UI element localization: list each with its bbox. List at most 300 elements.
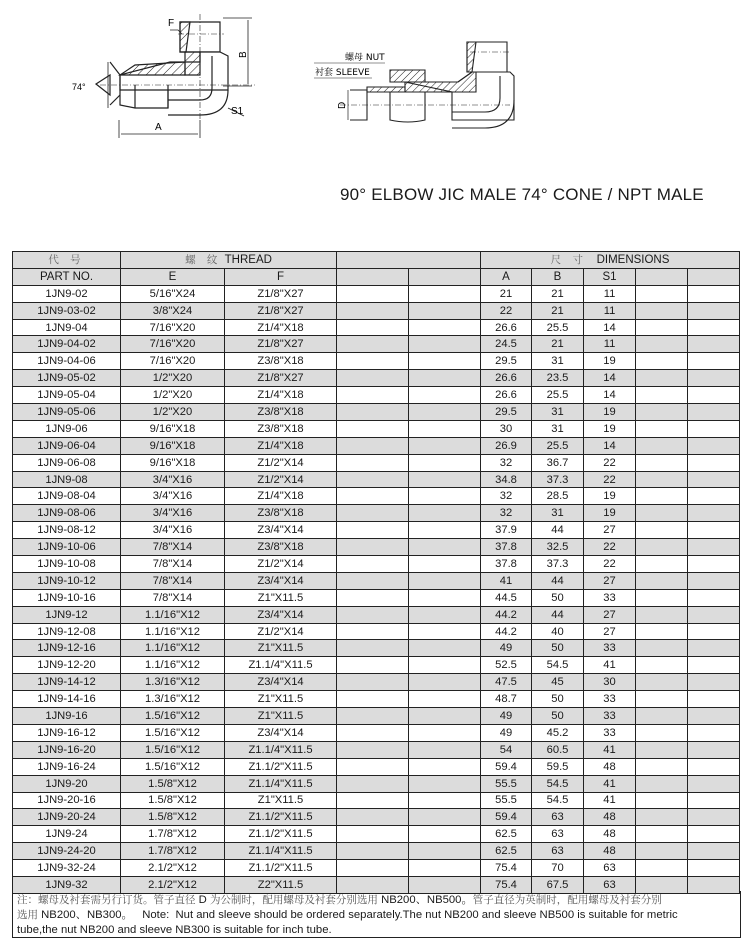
table-row [13,843,740,860]
thread-e-cell: 1/2"X20 [121,387,225,404]
dim-s1-cell: 33 [584,589,636,606]
dim-s1-cell: 11 [584,336,636,353]
part-no-cell: 1JN9-20-16 [13,792,121,809]
blank-cell [636,724,688,741]
thread-f-cell: Z3/4"X14 [225,674,337,691]
thread-f-cell: Z1.1/2"X11.5 [225,758,337,775]
dim-b-cell: 54.5 [532,792,584,809]
blank-col [337,268,409,285]
blank-cell [337,336,409,353]
blank-cell [409,505,481,522]
table-row [13,336,740,353]
blank-cell [409,843,481,860]
thread-f-cell: Z1/8"X27 [225,370,337,387]
dim-a-cell: 52.5 [481,657,532,674]
dim-a-cell: 24.5 [481,336,532,353]
dim-b-cell: 50 [532,589,584,606]
part-no-cell: 1JN9-12-16 [13,640,121,657]
table-row [13,404,740,421]
dim-a-cell: 29.5 [481,404,532,421]
blank-cell [337,758,409,775]
blank-cell [636,387,688,404]
blank-cell [409,809,481,826]
part-no-cell: 1JN9-06-04 [13,437,121,454]
dim-s1-cell: 22 [584,556,636,573]
dim-a-cell: 48.7 [481,691,532,708]
dim-s1-cell: 63 [584,876,636,893]
blank-cell [337,471,409,488]
blank-cell [409,860,481,877]
blank-cell [337,505,409,522]
blank-cell [636,691,688,708]
thread-e-cell: 7/16"X20 [121,336,225,353]
dim-s1-cell: 19 [584,488,636,505]
thread-e-cell: 1.1/16"X12 [121,657,225,674]
dim-b-cell: 50 [532,640,584,657]
blank-cell [337,724,409,741]
blank-cell [688,488,740,505]
dim-b-cell: 44 [532,606,584,623]
dim-a-cell: 47.5 [481,674,532,691]
thread-f-cell: Z1.1/2"X11.5 [225,860,337,877]
part-no-cell: 1JN9-10-12 [13,572,121,589]
blank-cell [688,623,740,640]
dim-b-cell: 31 [532,404,584,421]
blank-cell [688,741,740,758]
thread-f-cell: Z1/4"X18 [225,387,337,404]
blank-cell [688,826,740,843]
part-no-cell: 1JN9-08-04 [13,488,121,505]
dim-b-cell: 36.7 [532,454,584,471]
label-sleeve: 衬套 SLEEVE [315,68,370,78]
dim-s1-cell: 19 [584,404,636,421]
thread-e-cell: 1.5/16"X12 [121,758,225,775]
part-no-cell: 1JN9-16-20 [13,741,121,758]
nut-sleeve-assembly-drawing [300,20,560,150]
blank-cell [409,674,481,691]
table-row [13,657,740,674]
part-no-cell: 1JN9-06 [13,420,121,437]
dim-s1-cell: 41 [584,775,636,792]
thread-e-cell: 9/16"X18 [121,437,225,454]
spec-table [12,251,740,894]
blank-cell [688,589,740,606]
dim-a-cell: 26.6 [481,370,532,387]
thread-e-cell: 9/16"X18 [121,420,225,437]
part-no-cell: 1JN9-10-16 [13,589,121,606]
blank-cell [636,420,688,437]
blank-cell [409,488,481,505]
blank-cell [688,860,740,877]
blank-cell [409,420,481,437]
label-nut: 螺母 NUT [345,53,385,63]
dim-a-cell: 55.5 [481,775,532,792]
dim-a-cell: 54 [481,741,532,758]
blank-header [337,252,481,269]
blank-cell [636,708,688,725]
blank-cell [409,336,481,353]
table-row [13,860,740,877]
dim-b-cell: 25.5 [532,387,584,404]
dim-a-cell: 41 [481,572,532,589]
blank-cell [636,809,688,826]
blank-cell [636,319,688,336]
thread-f-cell: Z1/8"X27 [225,285,337,302]
thread-e-cell: 1.7/8"X12 [121,826,225,843]
blank-cell [409,370,481,387]
thread-f-cell: Z1.1/4"X11.5 [225,741,337,758]
thread-e-cell: 1/2"X20 [121,370,225,387]
blank-cell [688,404,740,421]
dim-s1-cell: 11 [584,285,636,302]
dim-a-cell: 26.6 [481,387,532,404]
dim-a-cell: 37.8 [481,556,532,573]
blank-cell [688,724,740,741]
part-no-cell: 1JN9-08-12 [13,522,121,539]
blank-cell [409,623,481,640]
dim-b-cell: 31 [532,420,584,437]
blank-cell [409,387,481,404]
thread-f-cell: Z1"X11.5 [225,708,337,725]
thread-f-cell: Z3/4"X14 [225,572,337,589]
blank-cell [337,860,409,877]
part-no-cell: 1JN9-10-08 [13,556,121,573]
table-row [13,792,740,809]
dim-b-cell: 63 [532,809,584,826]
thread-e-cell: 1.5/16"X12 [121,724,225,741]
header-row-2 [13,268,740,285]
dim-s1-cell: 22 [584,471,636,488]
dim-b-cell: 25.5 [532,437,584,454]
blank-cell [337,657,409,674]
dim-a-cell: 21 [481,285,532,302]
dim-a-cell: 32 [481,488,532,505]
table-row [13,724,740,741]
part-no-cell: 1JN9-16-12 [13,724,121,741]
dim-a-cell: 37.8 [481,539,532,556]
table-row [13,674,740,691]
dim-s1-cell: 22 [584,539,636,556]
thread-e-cell: 1.7/8"X12 [121,843,225,860]
blank-cell [337,640,409,657]
thread-e-cell: 1.1/16"X12 [121,623,225,640]
thread-header: 螺 纹 THREAD [121,252,337,269]
dim-s1-cell: 11 [584,302,636,319]
blank-cell [688,708,740,725]
thread-e-cell: 1.3/16"X12 [121,691,225,708]
dim-a-cell: 34.8 [481,471,532,488]
blank-cell [636,640,688,657]
table-row [13,556,740,573]
thread-f-cell: Z3/4"X14 [225,606,337,623]
thread-f-cell: Z3/8"X18 [225,420,337,437]
thread-f-cell: Z1"X11.5 [225,589,337,606]
part-no-cell: 1JN9-05-06 [13,404,121,421]
dim-s1-cell: 27 [584,623,636,640]
table-row [13,302,740,319]
blank-cell [636,404,688,421]
blank-cell [636,792,688,809]
blank-cell [409,826,481,843]
blank-cell [337,437,409,454]
blank-cell [337,843,409,860]
thread-f-cell: Z1.1/2"X11.5 [225,809,337,826]
label-angle: 74° [72,82,86,92]
dim-a-cell: 75.4 [481,876,532,893]
thread-f-cell: Z1"X11.5 [225,691,337,708]
blank-cell [688,657,740,674]
blank-cell [688,556,740,573]
blank-cell [636,606,688,623]
dim-b-cell: 37.3 [532,556,584,573]
dim-s1-cell: 48 [584,758,636,775]
part-no-cell: 1JN9-24-20 [13,843,121,860]
blank-cell [337,556,409,573]
table-row [13,437,740,454]
blank-cell [636,505,688,522]
blank-cell [688,387,740,404]
thread-f-cell: Z1/4"X18 [225,319,337,336]
part-no-cell: 1JN9-24 [13,826,121,843]
part-no-cell: 1JN9-03-02 [13,302,121,319]
blank-cell [409,691,481,708]
table-row [13,454,740,471]
dim-s1-cell: 19 [584,420,636,437]
dim-b-cell: 70 [532,860,584,877]
blank-cell [337,741,409,758]
table-row [13,488,740,505]
blank-cell [409,657,481,674]
thread-f-cell: Z3/8"X18 [225,505,337,522]
blank-cell [337,285,409,302]
thread-e-cell: 1.1/16"X12 [121,640,225,657]
table-row [13,640,740,657]
dim-a-cell: 32 [481,505,532,522]
blank-cell [636,589,688,606]
blank-cell [337,623,409,640]
dim-b-cell: 54.5 [532,657,584,674]
part-no-cell: 1JN9-10-06 [13,539,121,556]
thread-e-cell: 1.1/16"X12 [121,606,225,623]
blank-cell [409,285,481,302]
blank-cell [636,285,688,302]
part-no-cell: 1JN9-32-24 [13,860,121,877]
part-no-cell: 1JN9-06-08 [13,454,121,471]
blank-cell [688,420,740,437]
blank-cell [636,556,688,573]
thread-f-cell: Z3/4"X14 [225,522,337,539]
blank-cell [337,353,409,370]
part-no-cell: 1JN9-16-24 [13,758,121,775]
blank-cell [337,589,409,606]
blank-cell [409,454,481,471]
blank-cell [409,758,481,775]
blank-cell [636,471,688,488]
blank-cell [688,505,740,522]
blank-cell [636,488,688,505]
dim-b-cell: 59.5 [532,758,584,775]
label-f: F [168,18,175,29]
part-no-cell: 1JN9-16 [13,708,121,725]
blank-cell [409,792,481,809]
thread-e-cell: 3/8"X24 [121,302,225,319]
blank-cell [409,522,481,539]
blank-cell [337,691,409,708]
blank-cell [636,302,688,319]
label-b: B [238,51,249,58]
part-no-cell: 1JN9-04 [13,319,121,336]
dim-a-cell: 30 [481,420,532,437]
part-no-cell: 1JN9-05-04 [13,387,121,404]
thread-e-cell: 5/16"X24 [121,285,225,302]
part-no-cell: 1JN9-20 [13,775,121,792]
table-row [13,741,740,758]
dim-s1-cell: 19 [584,353,636,370]
thread-f-cell: Z3/8"X18 [225,404,337,421]
dim-b-cell: 37.3 [532,471,584,488]
thread-e-cell: 3/4"X16 [121,522,225,539]
thread-f-cell: Z1"X11.5 [225,640,337,657]
thread-f-cell: Z1.1/2"X11.5 [225,826,337,843]
dim-s1-cell: 14 [584,370,636,387]
thread-f-cell: Z1/8"X27 [225,336,337,353]
blank-cell [337,488,409,505]
dim-a-cell: 44.5 [481,589,532,606]
col-s1-header: S1 [584,268,636,285]
blank-cell [409,404,481,421]
table-row [13,826,740,843]
dim-s1-cell: 63 [584,860,636,877]
blank-cell [337,319,409,336]
blank-cell [409,572,481,589]
blank-cell [409,775,481,792]
thread-e-cell: 7/8"X14 [121,572,225,589]
dim-b-cell: 31 [532,353,584,370]
dim-b-cell: 44 [532,522,584,539]
blank-cell [688,640,740,657]
blank-cell [636,843,688,860]
blank-cell [688,471,740,488]
dim-b-cell: 21 [532,302,584,319]
blank-cell [337,454,409,471]
dim-b-cell: 45 [532,674,584,691]
col-a-header: A [481,268,532,285]
table-row [13,589,740,606]
dim-s1-cell: 48 [584,809,636,826]
thread-f-cell: Z1/8"X27 [225,302,337,319]
dim-b-cell: 40 [532,623,584,640]
part-no-cell: 1JN9-20-24 [13,809,121,826]
blank-cell [688,792,740,809]
thread-f-cell: Z3/4"X14 [225,724,337,741]
blank-cell [337,420,409,437]
dim-s1-cell: 33 [584,708,636,725]
part-no-cell: 1JN9-14-12 [13,674,121,691]
dim-a-cell: 49 [481,640,532,657]
dim-s1-cell: 30 [584,674,636,691]
dim-b-cell: 32.5 [532,539,584,556]
dim-s1-cell: 27 [584,522,636,539]
table-row [13,522,740,539]
part-no-cell: 1JN9-05-02 [13,370,121,387]
blank-cell [337,302,409,319]
label-s1: S1 [231,106,244,117]
blank-cell [337,826,409,843]
blank-cell [688,302,740,319]
thread-f-cell: Z3/8"X18 [225,353,337,370]
thread-e-cell: 7/8"X14 [121,589,225,606]
blank-cell [688,606,740,623]
dim-b-cell: 63 [532,843,584,860]
blank-cell [636,657,688,674]
blank-cell [688,522,740,539]
blank-cell [636,353,688,370]
blank-cell [688,572,740,589]
blank-cell [688,285,740,302]
dim-b-cell: 54.5 [532,775,584,792]
blank-cell [636,741,688,758]
blank-cell [337,792,409,809]
thread-f-cell: Z1.1/4"X11.5 [225,657,337,674]
blank-cell [688,758,740,775]
dim-a-cell: 59.4 [481,758,532,775]
table-row [13,370,740,387]
blank-cell [636,522,688,539]
blank-cell [688,843,740,860]
part-no-cell: 1JN9-08 [13,471,121,488]
dim-a-cell: 49 [481,724,532,741]
dim-b-cell: 60.5 [532,741,584,758]
blank-cell [636,758,688,775]
blank-cell [688,539,740,556]
blank-cell [409,741,481,758]
col-e-header: E [121,268,225,285]
thread-f-cell: Z1/4"X18 [225,488,337,505]
blank-cell [688,691,740,708]
dim-a-cell: 59.4 [481,809,532,826]
blank-cell [337,387,409,404]
blank-cell [409,589,481,606]
blank-cell [636,860,688,877]
dim-a-cell: 29.5 [481,353,532,370]
dim-b-cell: 44 [532,572,584,589]
blank-cell [337,809,409,826]
thread-e-cell: 1.5/16"X12 [121,741,225,758]
table-row [13,539,740,556]
thread-e-cell: 2.1/2"X12 [121,876,225,893]
blank-cell [688,353,740,370]
table-row [13,387,740,404]
ordering-note: 注：螺母及衬套需另行订货。管子直径 D 为公制时，配用螺母及衬套分别选用 NB200、NB500。管子直径为英制时，配用螺母及衬套分别 选用 NB200、NB300。 Note: Nut and sleeve should be ordered separately.The nut NB200 and sleeve NB500 is suitable for metric tube,the nut NB200 and sleeve NB300 is suitable for inch tube. [12,891,741,938]
dim-a-cell: 62.5 [481,826,532,843]
dim-s1-cell: 27 [584,606,636,623]
thread-e-cell: 2.1/2"X12 [121,860,225,877]
dim-s1-cell: 48 [584,843,636,860]
dim-s1-cell: 33 [584,724,636,741]
dim-s1-cell: 14 [584,387,636,404]
part-no-cell: 1JN9-14-16 [13,691,121,708]
blank-cell [337,539,409,556]
blank-cell [337,606,409,623]
part-no-cell: 1JN9-04-06 [13,353,121,370]
blank-cell [409,437,481,454]
col-f-header: F [225,268,337,285]
blank-cell [636,539,688,556]
table-row [13,353,740,370]
blank-cell [688,437,740,454]
blank-cell [636,572,688,589]
table-row [13,420,740,437]
